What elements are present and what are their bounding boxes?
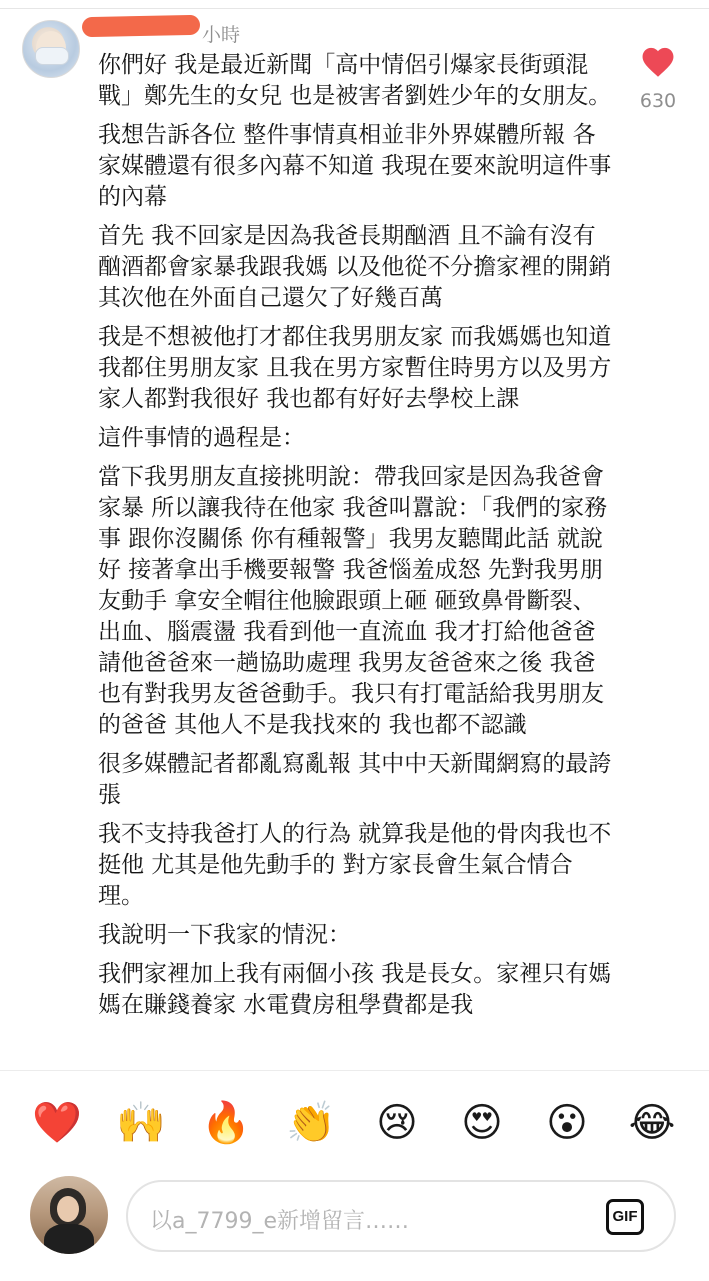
comment-paragraph: 首先 我不回家是因為我爸長期酗酒 且不論有沒有酗酒都會家暴我跟我媽 以及他從不分擔家裡的開銷 其次他在外面自己還欠了好幾百萬 [98,223,612,311]
comment-paragraph: 我說明一下我家的情況： [98,922,351,948]
tears-of-joy-emoji-button[interactable]: 😂 [628,1100,676,1146]
like-heart-icon[interactable] [639,44,677,78]
comment-paragraph: 你們好 我是最近新聞「高中情侶引爆家長街頭混戰」鄭先生的女兒 也是被害者劉姓少年的女朋友。 [98,52,612,109]
username-redaction [82,15,200,37]
comment-timestamp: 小時 [202,24,241,46]
comment-paragraph: 我不支持我爸打人的行為 就算我是他的骨肉我也不挺他 尤其是他先動手的 對方家長會生氣合情合理。 [98,821,612,909]
comment-body [98,50,618,1029]
heart-eyes-emoji-button[interactable]: 😍 [461,1100,503,1146]
comment-paragraph: 我是不想被他打才都住我男朋友家 而我媽媽也知道我都住男朋友家 且我在男方家暫住時男方以及男方家人都對我很好 我也都有好好去學校上課 [98,324,612,412]
comment-paragraph: 這件事情的過程是： [98,425,305,451]
surprised-face-emoji-button[interactable]: 😮 [546,1100,588,1146]
crying-face-emoji-button[interactable]: 😢 [376,1100,418,1146]
comment-paragraph: 很多媒體記者都亂寫亂報 其中中天新聞網寫的最誇張 [98,751,612,808]
gif-button[interactable]: GIF [606,1199,644,1235]
comment-paragraph: 我們家裡加上我有兩個小孩 我是長女。家裡只有媽媽在賺錢養家 水電費房租學費都是我 [98,961,612,1018]
add-comment-input[interactable] [126,1180,676,1252]
comment-input-placeholder: 以a_7799_e新增留言…… [150,1209,410,1234]
comment-paragraph: 當下我男朋友直接挑明說：帶我回家是因為我爸會家暴 所以讓我待在他家 我爸叫囂說：「我們的家務事 跟你沒關係 你有種報警」我男友聽聞此話 就說好 接著拿出手機要報警 我爸惱羞成怒 先對我男朋友動手 拿安全帽往他臉跟頭上砸 砸致鼻骨斷裂、出血、腦震盪 我看到他一直流血 我才打給他爸爸 請他爸爸來一趟協助處理 我男友爸爸來之後 我爸也有對我男友爸爸動手。我只有打電話給我男朋友的爸爸 其他人不是我找來的 我也都不認識 [98,464,608,738]
avatar-mask [35,47,69,65]
clapping-hands-emoji-button[interactable]: 👏 [286,1100,336,1146]
raising-hands-emoji-button[interactable]: 🙌 [116,1100,166,1146]
comment-paragraph: 我想告訴各位 整件事情真相並非外界媒體所報 各家媒體還有很多內幕不知道 我現在要來說明這件事的內幕 [98,122,612,210]
like-count: 630 [639,90,677,112]
quick-reaction-row [0,1098,709,1148]
top-divider [0,8,709,9]
current-user-avatar [30,1176,108,1254]
avatar-body [44,1224,94,1254]
commenter-avatar[interactable] [22,20,80,78]
red-heart-emoji-button[interactable]: ❤️ [32,1100,82,1146]
avatar-face [57,1196,79,1222]
fire-emoji-button[interactable]: 🔥 [201,1100,251,1146]
